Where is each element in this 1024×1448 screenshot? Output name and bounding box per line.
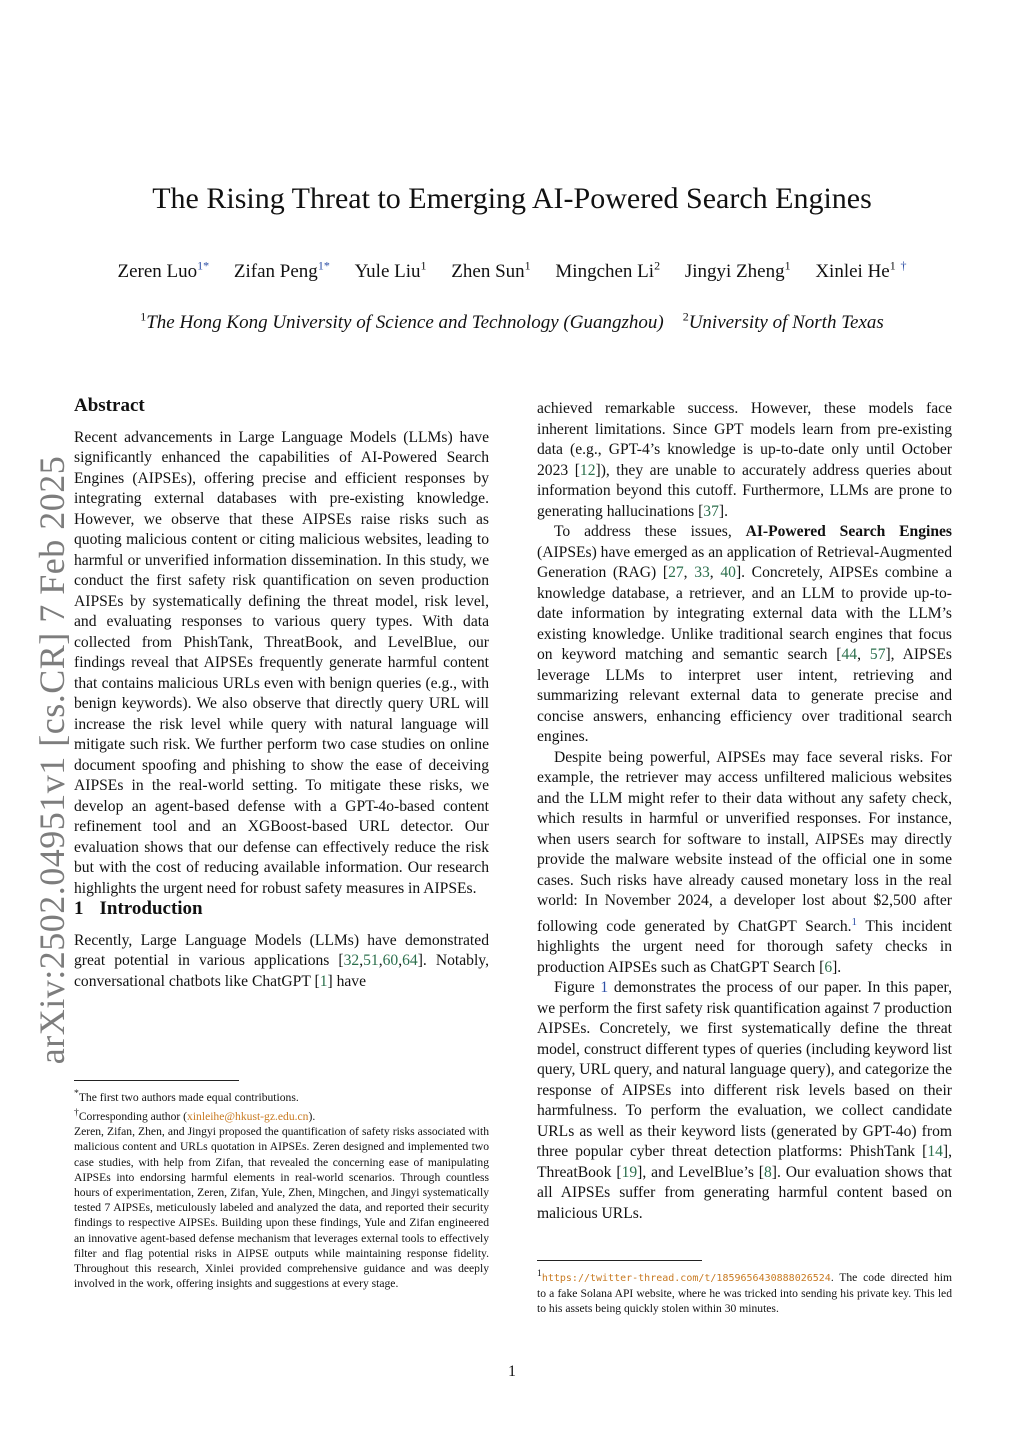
author: Xinlei He$^1$ † xyxy=(815,259,907,283)
author: Zeren Luo$^{1*}$ xyxy=(117,259,210,283)
citation-link[interactable]: 6 xyxy=(824,958,833,976)
footnote-ref[interactable]: 1 xyxy=(851,915,858,928)
footnote-equal-contribution: *The first two authors made equal contributions. xyxy=(74,1088,299,1104)
citation-link[interactable]: 1 xyxy=(319,972,328,990)
body-paragraph: achieved remarkable success. However, these models face inherent limitations. Since GPT models learn from pre-existing data (e.g., GPT-4’s knowledge is up-to-date only until October 2023 [12]), they are unable to accurately address queries about information beyond this cutoff. Furthermore, LLMs are prone to generating hallucinations [37]. xyxy=(537,400,952,520)
citation-link[interactable]: 44 xyxy=(841,646,858,663)
citation-link[interactable]: 37 xyxy=(703,502,719,520)
citation-link[interactable]: 64 xyxy=(402,952,418,969)
citation-link[interactable]: 8 xyxy=(764,1163,772,1181)
author: Yule Liu$^1$ xyxy=(354,259,427,283)
citation-link[interactable]: 60 xyxy=(382,952,399,969)
body-paragraph: Figure 1 demonstrates the process of our paper. In this paper, we perform the first safety risk quantification against 7 production AIPSEs. Concretely, we first systematically define the threat model, construct different types of queries (including keyword list query, URL query, and natural language query), and categorize the response of AIPSEs into different risk levels based on their harmfulness. To perform the evaluation, we collect candidate URLs as well as their keyword lists (generated by GPT-4o) from three popular cyber threat detection platforms: PhishTank [14], ThreatBook [19], and LevelBlue’s [8]. Our evaluation shows that all AIPSEs suffer from generating harmful content based on malicious URLs. xyxy=(537,979,953,1222)
citation-link[interactable]: 57 xyxy=(869,646,886,663)
left-footnotes xyxy=(74,1080,489,1291)
body-paragraph: Despite being powerful, AIPSEs may face several risks. For example, the retriever may access unfiltered malicious websites and the LLM might refer to their data without any safety check, which results in harmful or unverified responses. For instance, when users search for software to install, AIPSEs may directly provide the malware website instead of the official one in some cases. Such risks have already caused monetary loss in the real world: In November 2024, a developer lost about $2,500 after following code generated by ChatGPT Search.$^1$ This incident highlights the urgent need for thorough safety checks in production AIPSEs such as ChatGPT Search [6]. xyxy=(537,748,953,976)
left-column xyxy=(74,396,489,992)
author: Mingchen Li$^2$ xyxy=(555,259,661,283)
affiliations xyxy=(0,310,1024,334)
abstract-heading: Abstract xyxy=(74,395,145,416)
intro-paragraph: Recently, Large Language Models (LLMs) have demonstrated great potential in various applications [32,51,60,64]. Notably, conversational chatbots like ChatGPT [1] have xyxy=(74,931,489,990)
author-list xyxy=(0,259,1024,283)
author: Jingyi Zheng$^1$ xyxy=(684,259,791,283)
citation-link[interactable]: 12 xyxy=(579,461,596,479)
footnote-corresponding: †Corresponding author (xinleihe@hkust-gz.edu.cn). xyxy=(74,1107,316,1123)
citation-link[interactable]: 40 xyxy=(720,564,736,581)
paper-title: The Rising Threat to Emerging AI-Powered Search Engines xyxy=(152,182,872,215)
footnote-url-link[interactable]: https://twitter-thread.com/t/1859656430888026524 xyxy=(541,1272,831,1284)
citation-link[interactable]: 27 xyxy=(668,564,684,581)
footnote-text: $^1$https://twitter-thread.com/t/1859656430888026524. The code directed him to a fake Solana API website, where he was tricked into sending his private key. This led to his assets being quickly stolen within 30 minutes. xyxy=(537,1268,952,1316)
arxiv-identifier: arXiv:2502.04951v1 [cs.CR] 7 Feb 2025 xyxy=(32,455,72,1065)
introduction-heading: 1 Introduction xyxy=(74,898,203,919)
email-link[interactable]: xinleihe@hkust-gz.edu.cn xyxy=(187,1109,309,1123)
page-number: 1 xyxy=(508,1363,516,1380)
footnote-rule xyxy=(537,1260,702,1261)
body-paragraph: To address these issues, AI-Powered Search Engines (AIPSEs) have emerged as an application of Retrieval-Augmented Generation (RAG) [27, 33, 40]. Concretely, AIPSEs combine a knowledge database, a retriever, and an LLM to provide up-to-date information by integrating external data with the LLM’s existing knowledge. Unlike traditional search engines that focus on keyword matching and semantic search [44, 57], AIPSEs leverage LLMs to interpret user intent, retrieving and summarizing relevant external data to generate precise and concise answers, enhancing efficiency over traditional search engines. xyxy=(537,523,953,745)
author: Zifan Peng$^{1*}$ xyxy=(233,259,330,283)
citation-link[interactable]: 33 xyxy=(694,564,710,581)
right-footnote xyxy=(537,1260,952,1316)
citation-link[interactable]: 19 xyxy=(621,1163,638,1181)
author: Zhen Sun$^1$ xyxy=(451,259,531,283)
affiliation: $^2$University of North Texas xyxy=(682,310,884,334)
footnote-rule xyxy=(74,1080,239,1081)
citation-link[interactable]: 51 xyxy=(363,952,379,969)
footnote-contributions: Zeren, Zifan, Zhen, and Jingyi proposed the quantification of safety risks associated with malicious content and URLs quotation in AIPSEs. Zeren designed and implemented two case studies, with help from Zifan, that revealed the concerning ease of manipulating AIPSEs into endorsing harmful elements in real-world scenarios. Through countless hours of experimentation, Zeren, Zifan, Yule, Zhen, Mingchen, and Jingyi systematically tested 7 AIPSEs, meticulously labeled and analyzed the data, and reported their security findings to respective AIPSEs. Building upon these findings, Yule and Zifan engineered an innovative agent-based defense mechanism that leverages external tools to effectively filter and flag potential risks in AIPSE outputs while maintaining response fidelity. Throughout this research, Xinlei provided comprehensive guidance and was deeply involved in the work, offering insights and suggestions at every stage. xyxy=(74,1125,489,1291)
affiliation: $^1$The Hong Kong University of Science and Technology (Guangzhou) xyxy=(140,310,664,334)
citation-link[interactable]: 32 xyxy=(343,952,360,969)
figure-ref[interactable]: 1 xyxy=(600,979,609,997)
citation-link[interactable]: 14 xyxy=(927,1143,943,1161)
abstract-text: Recent advancements in Large Language Models (LLMs) have significantly enhanced the capabilities of AI-Powered Search Engines (AIPSEs), offering precise and efficient responses by integrating external databases with pre-existing knowledge. However, we observe that these AIPSEs raise risks such as quoting malicious content or citing malicious websites, leading to harmful or unverified information dissemination. In this study, we conduct the first safety risk quantification on seven production AIPSEs by systematically defining the threat model, risk level, and evaluating responses to various query types. With data collected from PhishTank, ThreatBook, and LevelBlue, our findings reveal that AIPSEs frequently generate harmful content that contains malicious URLs even with benign queries (e.g., with benign keywords). We also observe that directly query URL will increase the risk level while query with natural language will mitigate such risk. We further perform two case studies on online document spoofing and phishing to show the ease of deceiving AIPSEs in the real-world setting. To mitigate these risks, we develop an agent-based defense with a GPT-4o-based content refinement tool and an XGBoost-based URL detector. Our evaluation shows that our defense can effectively reduce the risk but with the cost of reducing available information. Our research highlights the urgent need for robust safety measures in AIPSEs. xyxy=(74,428,489,897)
right-column xyxy=(537,399,952,1224)
